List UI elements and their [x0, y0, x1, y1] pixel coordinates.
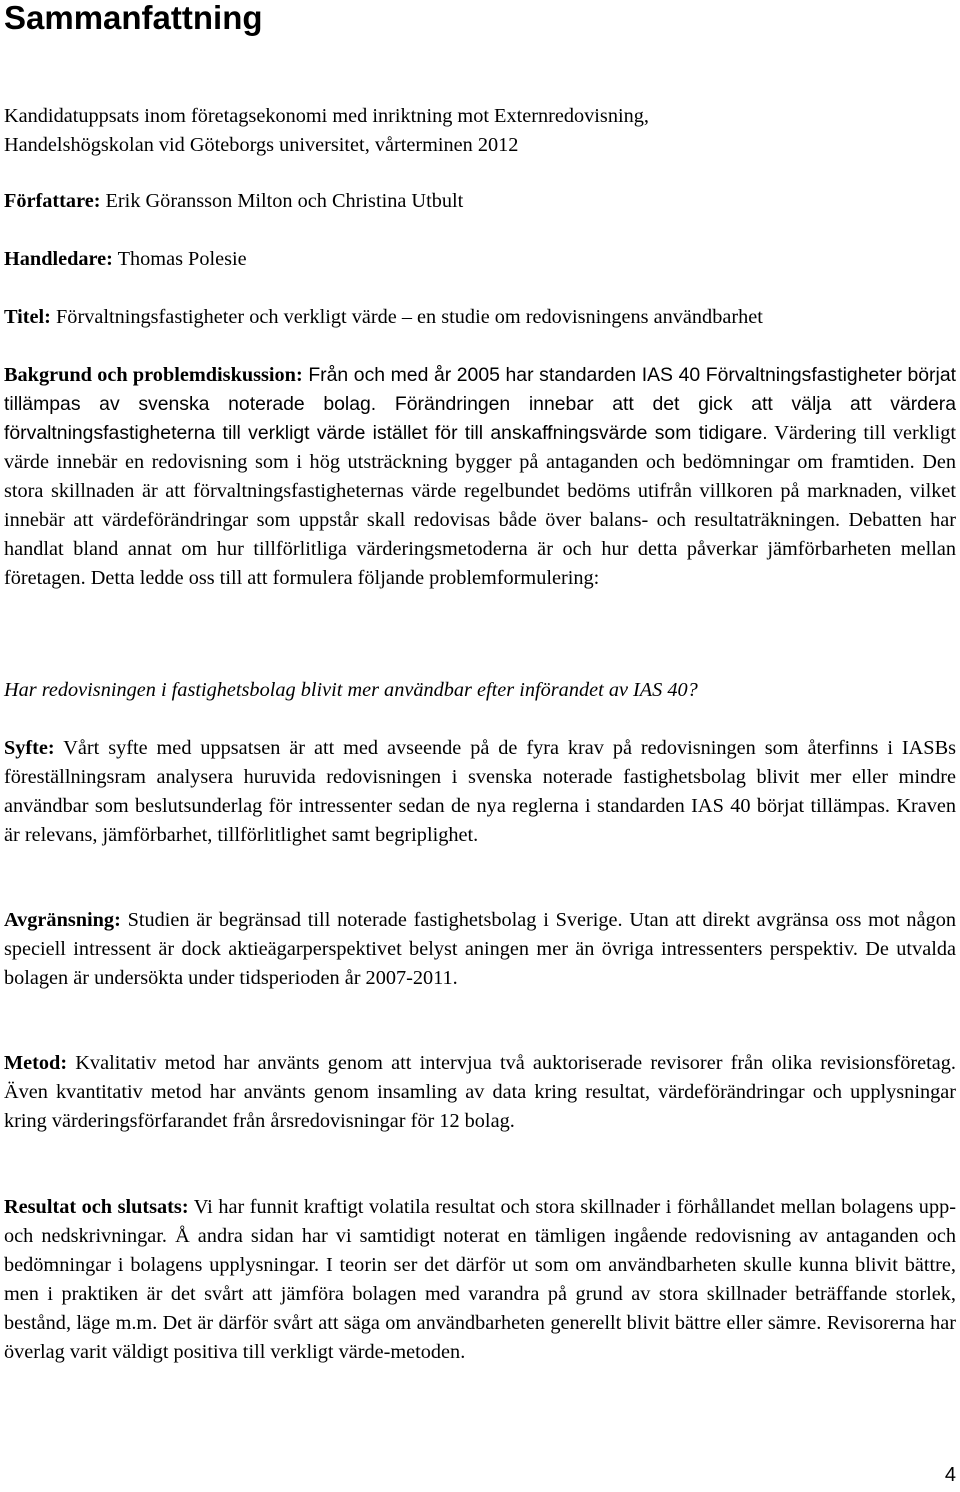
background-text: Värdering till verkligt värde innebär en redovisning som i hög utsträckning bygger på antaganden och bedömningar om framtiden. Den stora skillnaden är att förvaltningsfastigheternas värde regelbundet bedöms utifrån villkoren på marknaden, vilket innebär att värdeförändringar som uppstår skall redovisas både över balans- och resultaträkningen. Debatten har handlat bland annat om hur tillförlitliga värderingsmetoderna är och hur detta påverkar jämförbarheten mellan företagen. Detta ledde oss till att formulera följande problemformulering: [4, 422, 956, 589]
research-question: Har redovisningen i fastighetsbolag blivit mer användbar efter införandet av IAS 40? [4, 679, 698, 701]
supervisor-line [4, 245, 956, 274]
background-label: Bakgrund och problemdiskussion: [4, 364, 303, 386]
purpose-label: Syfte: [4, 737, 55, 759]
title-value: Förvaltningsfastigheter och verkligt värde – en studie om redovisningens användbarhet [50, 306, 763, 328]
authors-label: Författare: [4, 190, 101, 212]
background-text-sans: Från och med år 2005 har standarden IAS 40 Förvaltningsfastigheter börjat tillämpas av svenska noterade bolag. Förändringen innebar att det gick att välja att värdera förvaltningsfastigheterna till verkligt värde istället för till anskaffningsvärde som tidigare. [4, 364, 956, 444]
intro-line-2: Handelshögskolan vid Göteborgs universitet, vårterminen 2012 [4, 134, 519, 156]
delimitation-text: Studien är begränsad till noterade fastighetsbolag i Sverige. Utan att direkt avgränsa oss mot någon speciell intressent är dock aktieägarperspektivet belyst aningen mer än övriga intressenters perspektiv. De utvalda bolagen är undersökta under tidsperioden år 2007-2011. [4, 909, 956, 989]
page-number: 4 [944, 1464, 956, 1486]
title-line [4, 303, 956, 332]
results-paragraph [4, 1193, 956, 1367]
authors-line [4, 187, 956, 216]
intro-paragraph [4, 102, 956, 160]
delimitation-paragraph [4, 906, 956, 993]
supervisor-value: Thomas Polesie [112, 248, 247, 270]
method-label: Metod: [4, 1052, 68, 1074]
title-label: Titel: [4, 306, 51, 328]
purpose-text: Vårt syfte med uppsatsen är att med avseende på de fyra krav på redovisningen som återfinns i IASBs föreställningsram analysera huruvida redovisningen i svenska noterade fastighetsbolag blivit mer eller mindre användbar som beslutsunderlag för intressenter sedan de nya reglerna i standarden IAS 40 börjat tillämpas. Kraven är relevans, jämförbarhet, tillförlitlighet samt begriplighet. [4, 737, 956, 846]
intro-line-1: Kandidatuppsats inom företagsekonomi med inriktning mot Externredovisning, [4, 105, 649, 127]
purpose-paragraph [4, 734, 956, 850]
method-text: Kvalitativ metod har använts genom att intervjua två auktoriserade revisorer från olika revisionsföretag. Även kvantitativ metod har använts genom insamling av data kring resultat, värdeförändringar och upplysningar kring värderingsförfarandet från årsredovisningar för 12 bolag. [4, 1052, 956, 1132]
page-title: Sammanfattning [4, 0, 263, 36]
results-label: Resultat och slutsats: [4, 1196, 189, 1218]
supervisor-label: Handledare: [4, 248, 113, 270]
method-paragraph [4, 1049, 956, 1136]
delimitation-label: Avgränsning: [4, 909, 121, 931]
results-text: Vi har funnit kraftigt volatila resultat och stora skillnader i förhållandet mellan bolagens upp- och nedskrivningar. Å andra sidan har vi samtidigt noterat en tämligen ingående redovisning av antaganden och bedömningar i bolagens upplysningar. I teorin ser det därför ut som om användbarheten skulle kunna blivit bättre, men i praktiken är det svårt att jämföra bolagen med varandra på grund av stora skillnader beträffande storlek, bestånd, läge m.m. Det är därför svårt att säga om användbarheten generellt blivit bättre eller sämre. Revisorerna har överlag varit väldigt positiva till verkligt värde-metoden. [4, 1196, 956, 1363]
background-paragraph [4, 361, 956, 593]
authors-value: Erik Göransson Milton och Christina Utbult [100, 190, 464, 212]
